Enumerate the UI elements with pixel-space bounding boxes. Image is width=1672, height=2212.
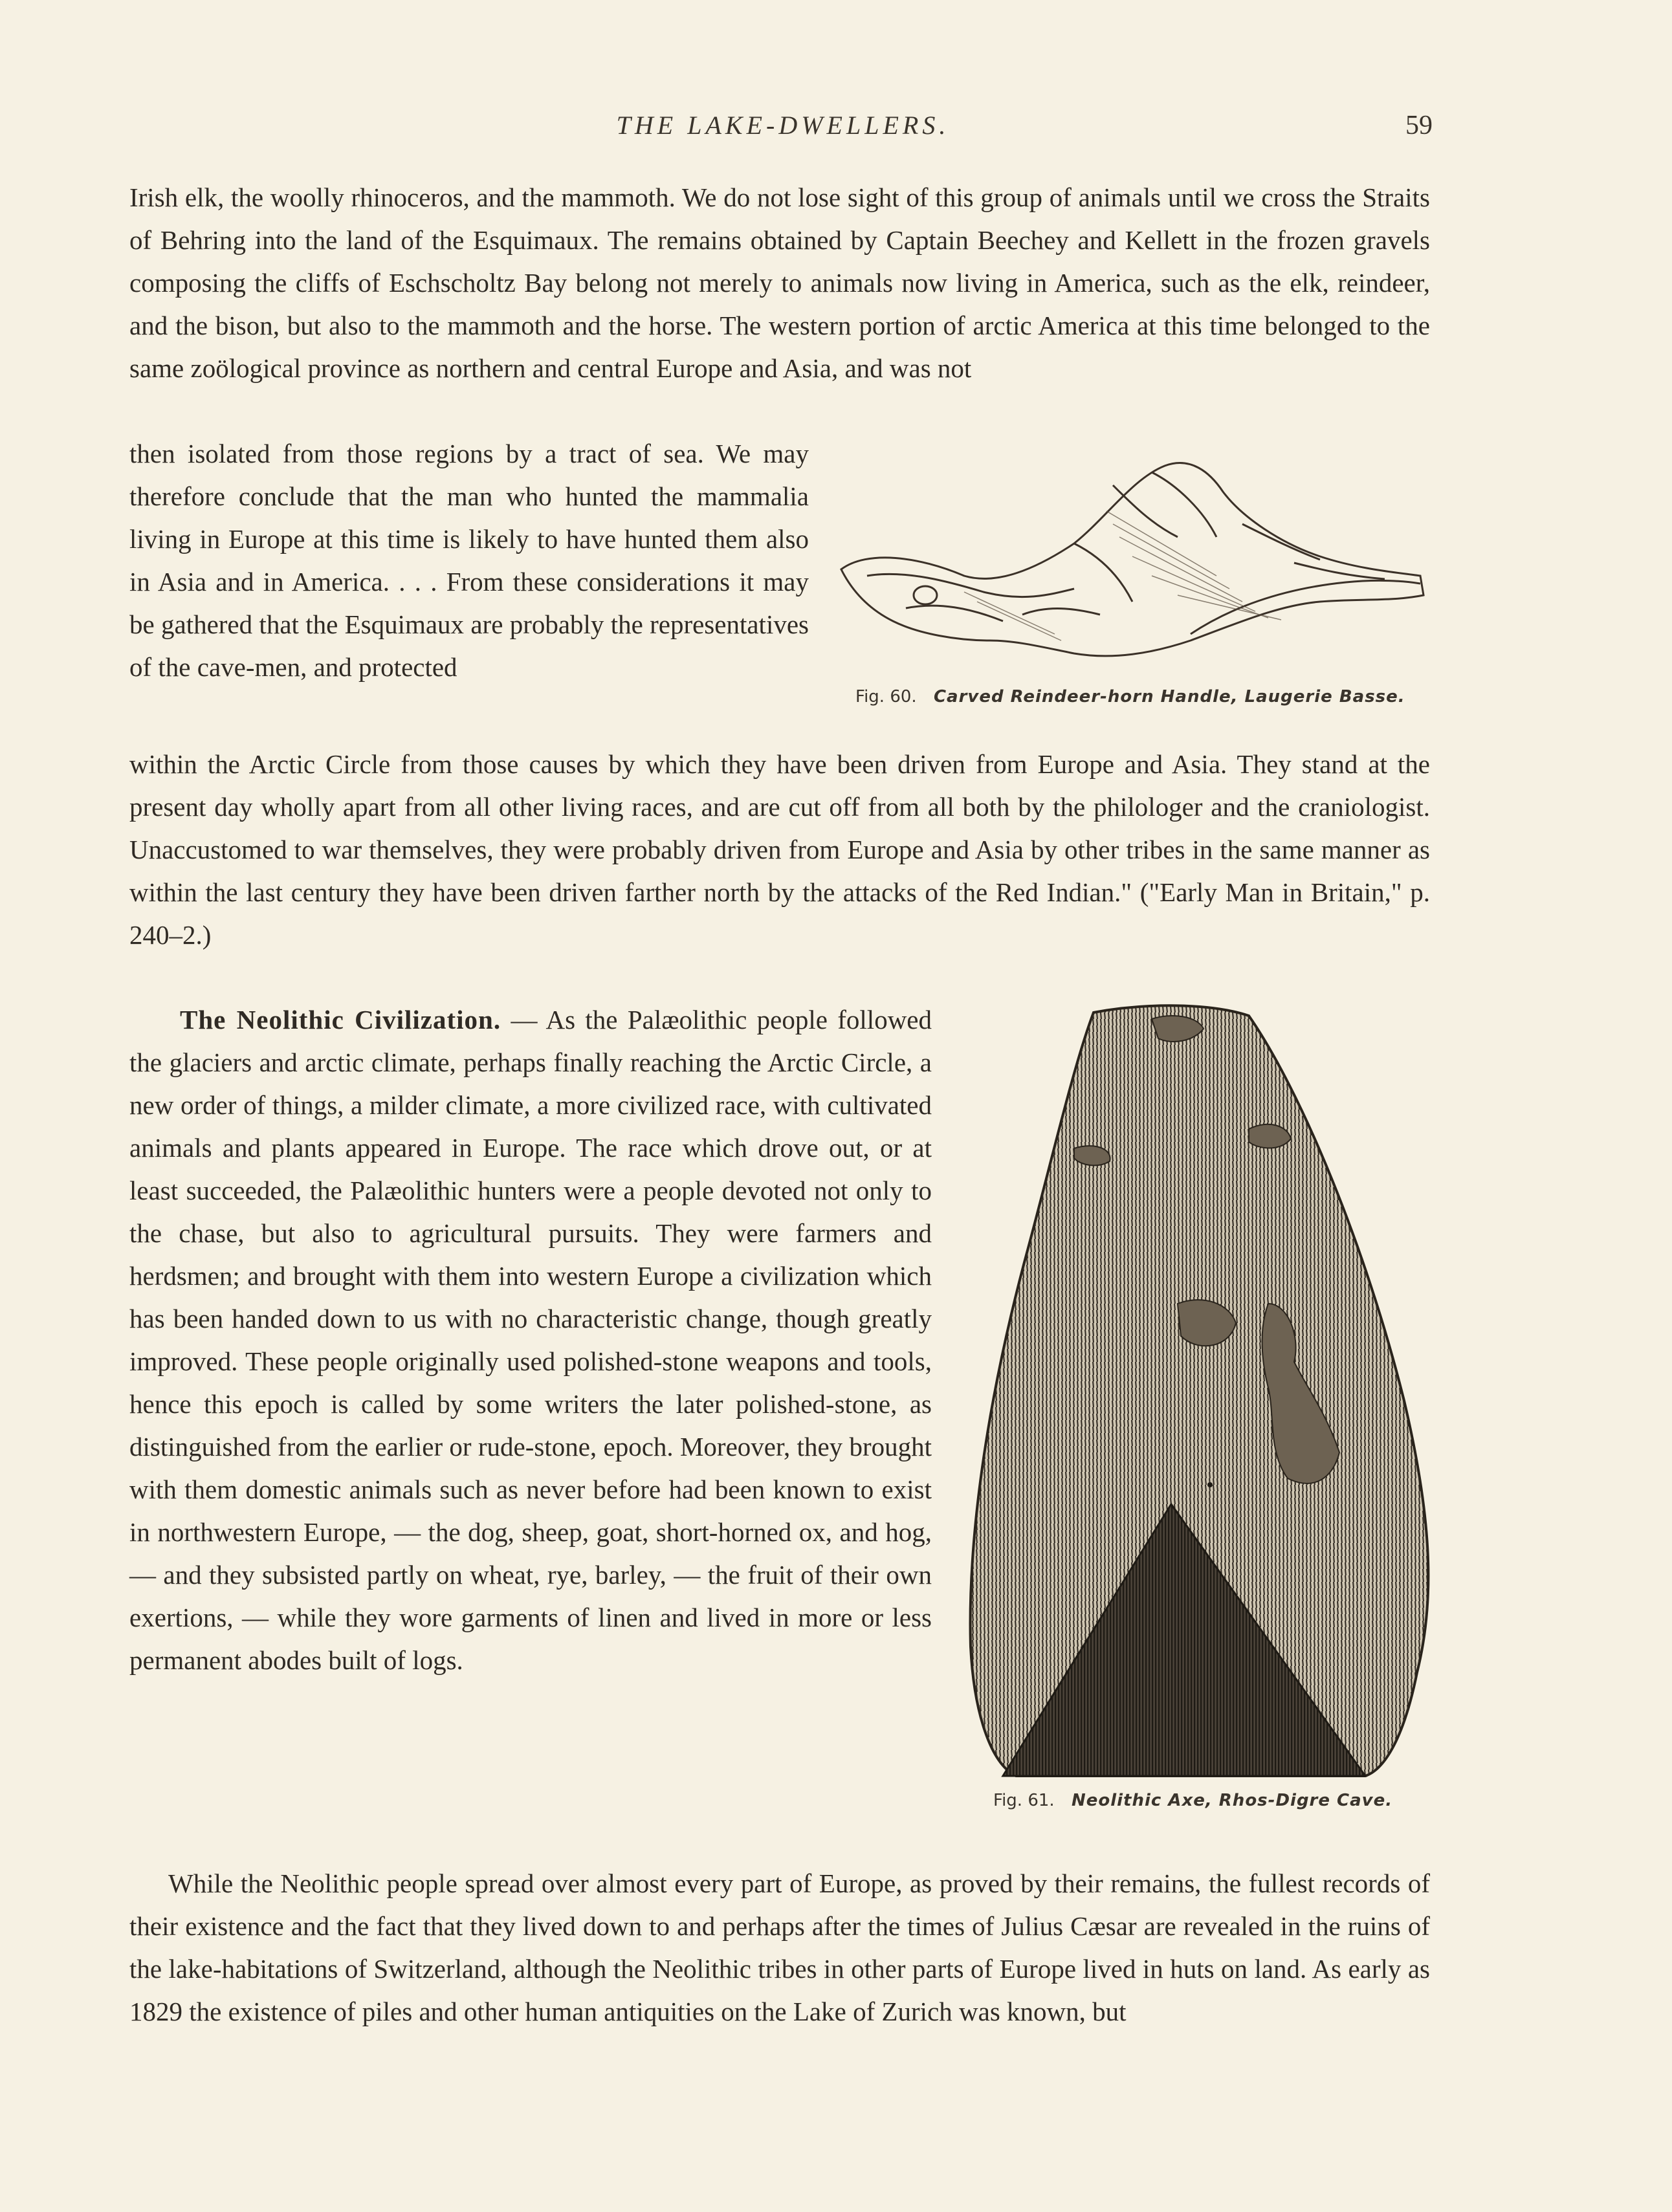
figure-60-title: Carved Reindeer-horn Handle, Laugerie Basse. <box>933 687 1405 706</box>
neolithic-heading: The Neolithic Civilization. <box>180 1005 501 1035</box>
neolithic-axe-illustration <box>964 1000 1443 1782</box>
paragraph-1-continued: within the Arctic Circle from those causes by which they have been driven from Europe and Asia. They stand at the present day wholly apart from all other living races, and are cut off from all both by the philologer and the craniologist. Unaccustomed to war themselves, they were probably driven from Europe and Asia by other tribes in the same manner as within the last century they have been driven farther north by the attacks of the Red Indian." ("Early Man in Britain," p. 240–2.) <box>129 749 1430 950</box>
running-title: THE LAKE-DWELLERS. <box>616 111 950 140</box>
figure-60-caption <box>855 687 1405 706</box>
figure-60 <box>828 446 1436 718</box>
neolithic-body: — As the Palæolithic people followed the glaciers and arctic climate, perhaps finally reaching the Arctic Circle, a new order of things, a milder climate, a more civilized race, with cultivated animals and plants appeared in Europe. The race which drove out, or at least succeeded, the Palæolithic hunters were a people devoted not only to the chase, but also to agricultural pursuits. They were farmers and herdsmen; and brought with them into western Europe a civilization which has been handed down to us with no characteristic change, though greatly improved. These people originally used polished-stone weapons and tools, hence this epoch is called by some writers the later polished-stone, as distinguished from the earlier or rude-stone, epoch. Moreover, they brought with them domestic animals such as never before had been known to exist in northwestern Europe, — the dog, sheep, goat, short-horned ox, and hog, — and they subsisted partly on wheat, rye, barley, — the fruit of their own exertions, — while they wore garments of linen and lived in more or less permanent abodes built of logs. <box>129 1005 932 1675</box>
reindeer-horn-handle-illustration <box>828 446 1436 679</box>
figure-61 <box>964 1000 1443 1782</box>
paragraph-neolithic <box>129 998 932 1681</box>
paragraph-1: Irish elk, the woolly rhinoceros, and the mammoth. We do not lose sight of this group of animals until we cross the Straits of Behring into the land of the Esquimaux. The remains obtained by Captain Beechey and Kellett in the frozen gravels composing the cliffs of Eschscholtz Bay belong not merely to animals now living in America, such as the elk, reindeer, and the bison, but also to the mammoth and the horse. The western portion of arctic America at this time belonged to the same zoölogical province as northern and central Europe and Asia, and was not <box>129 182 1430 383</box>
figure-61-label: Fig. 61. <box>993 1791 1055 1810</box>
paragraph-last: While the Neolithic people spread over almost every part of Europe, as proved by their remains, the fullest records of their existence and the fact that they lived down to and perhaps after the times of Julius Cæsar are revealed in the ruins of the lake-habitations of Switzerland, although the Neolithic tribes in other parts of Europe lived in huts on land. As early as 1829 the existence of piles and other human antiquities on the Lake of Zurich was known, but <box>129 1868 1430 2026</box>
paragraph-1-narrow: then isolated from those regions by a tract of sea. We may therefore conclude that the man who hunted the mammalia living in Europe at this time is likely to have hunted them also in Asia and in America. . . . From these considerations it may be gathered that the Esquimaux are probably the representatives of the cave-men, and protected <box>129 439 809 682</box>
page-number: 59 <box>1405 111 1433 140</box>
figure-61-caption <box>993 1791 1392 1810</box>
page-header <box>129 110 1436 149</box>
figure-60-label: Fig. 60. <box>855 687 917 706</box>
figure-61-title: Neolithic Axe, Rhos-Digre Cave. <box>1071 1791 1393 1810</box>
